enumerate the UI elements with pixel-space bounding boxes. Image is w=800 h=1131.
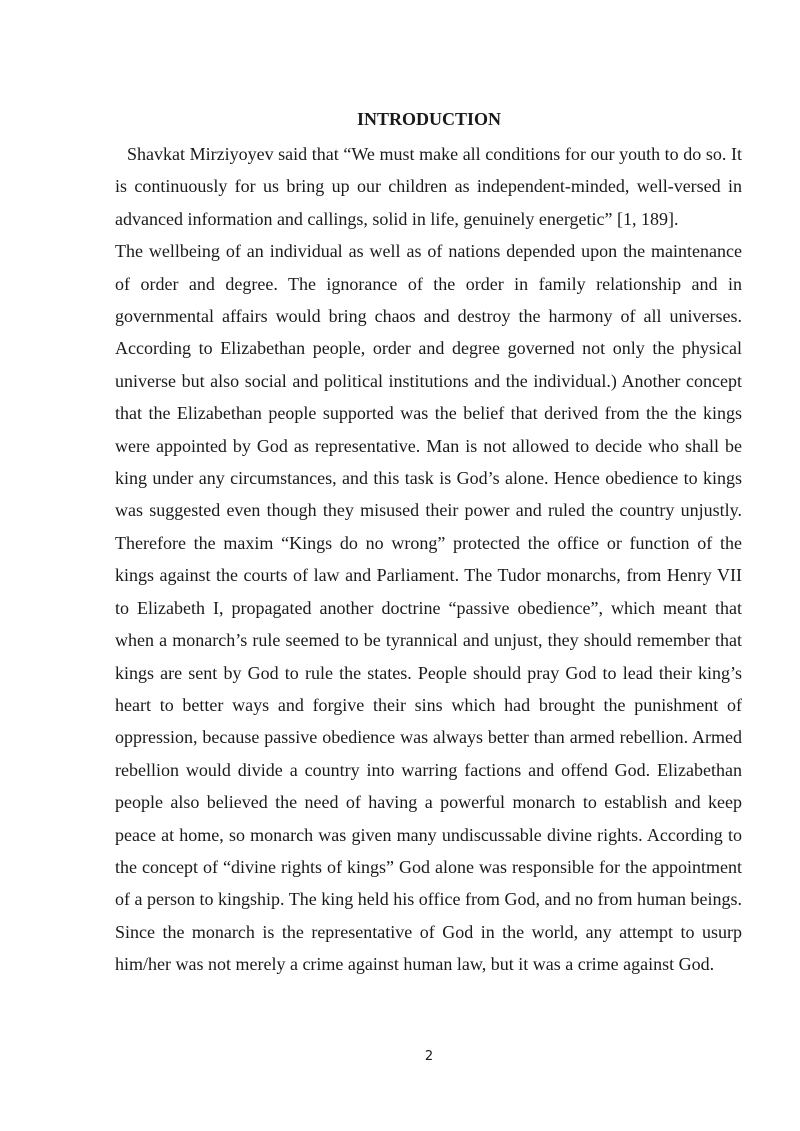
page-title: INTRODUCTION	[356, 109, 502, 129]
paragraph-quote: Shavkat Mirziyoyev said that “We must make all conditions for our youth to do so. It is continuously for us bring up our children as independent-minded, well-versed in advanced information and callings, solid in life, genuinely energetic” [1, 189].	[115, 144, 742, 229]
page-number: 2	[424, 1049, 434, 1064]
paragraph-main: The wellbeing of an individual as well as of nations depended upon the maintenance of order and degree. The ignorance of the order in family relationship and in governmental affairs would bring chaos and destroy the harmony of all universes. According to Elizabethan people, order and degree governed not only the physical universe but also social and political institutions and the individual.) Another concept that the Elizabethan people supported was the belief that derived from the the kings were appointed by God as representative. Man is not allowed to decide who shall be king under any circumstances, and this task is God’s alone. Hence obedience to kings was suggested even though they misused their power and ruled the country unjustly. Therefore the maxim “Kings do no wrong” protected the office or function of the kings against the courts of law and Parliament. The Tudor monarchs, from Henry VII to Elizabeth I, propagated another doctrine “passive obedience”, which meant that when a monarch’s rule seemed to be tyrannical and unjust, they should remember that kings are sent by God to rule the states. People should pray God to lead their king’s heart to better ways and forgive their sins which had brought the punishment of oppression, because passive obedience was always better than armed rebellion. Armed rebellion would divide a country into warring factions and offend God. Elizabethan people also believed the need of having a powerful monarch to establish and keep peace at home, so monarch was given many undiscussable divine rights. According to the concept of “divine rights of kings” God alone was responsible for the appointment of a person to kingship. The king held his office from God, and no from human beings. Since the monarch is the representative of God in the world, any attempt to usurp him/her was not merely a crime against human law, but it was a crime against God.	[115, 241, 742, 975]
body-text	[115, 138, 742, 981]
